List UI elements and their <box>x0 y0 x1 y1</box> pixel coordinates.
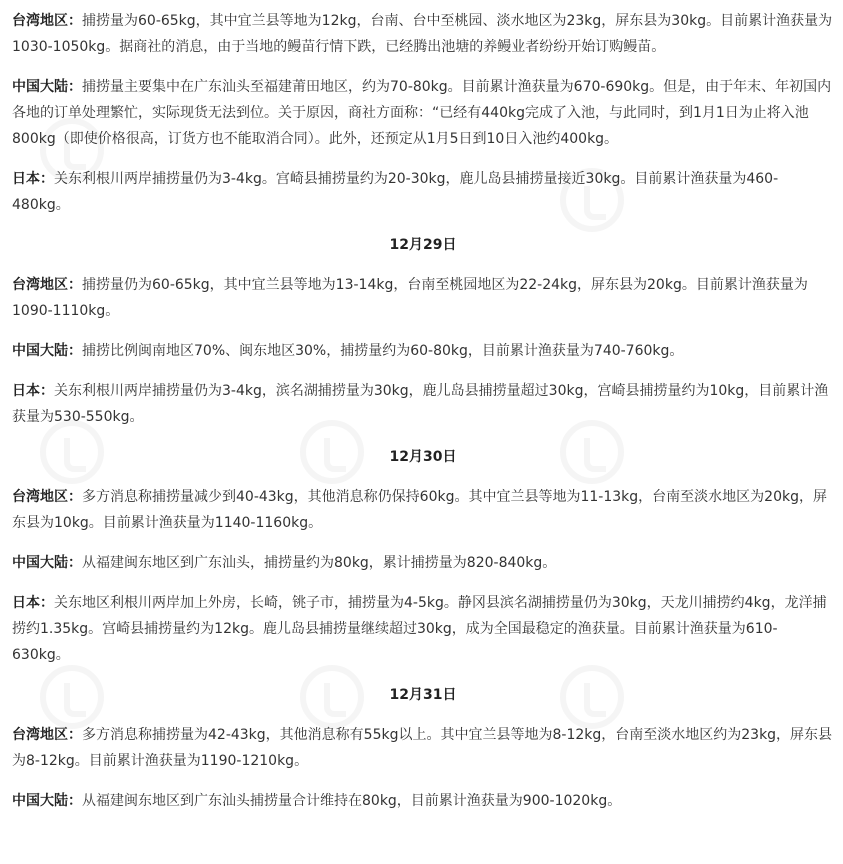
paragraph-text: 从福建闽东地区到广东汕头捕捞量合计维持在80kg，目前累计渔获量为900-1020kg。 <box>82 793 622 809</box>
date-heading: 12月31日 <box>389 687 457 703</box>
paragraph-text: 关东地区利根川两岸加上外房，长崎，铫子市，捕捞量为4-5kg。静冈县滨名湖捕捞量仍为30kg，天龙川捕捞约4kg，龙洋捕捞约1.35kg。宫崎县捕捞量约为12kg。鹿儿岛县捕捞量继续超过30kg，成为全国最稳定的渔获量。目前累计渔获量为610-630kg。 <box>12 595 827 663</box>
region-label: 中国大陆： <box>12 793 82 809</box>
region-label: 中国大陆： <box>12 343 82 359</box>
paragraph-text: 关东利根川两岸捕捞量仍为3-4kg。宫崎县捕捞量约为20-30kg，鹿儿岛县捕捞量接近30kg。目前累计渔获量为460-480kg。 <box>12 171 779 213</box>
paragraph-taiwan <box>12 484 834 536</box>
paragraph-mainland <box>12 74 834 152</box>
paragraph-mainland <box>12 338 834 364</box>
paragraph-taiwan <box>12 8 834 60</box>
paragraph-text: 关东利根川两岸捕捞量仍为3-4kg，滨名湖捕捞量为30kg，鹿儿岛县捕捞量超过30kg，宫崎县捕捞量约为10kg，目前累计渔获量为530-550kg。 <box>12 383 829 425</box>
region-label: 中国大陆： <box>12 79 82 95</box>
paragraph-japan <box>12 166 834 218</box>
paragraph-text: 捕捞量为60-65kg，其中宜兰县等地为12kg，台南、台中至桃园、淡水地区为23kg，屏东县为30kg。目前累计渔获量为1030-1050kg。据商社的消息，由于当地的鳗苗行情下跌，已经腾出池塘的养鳗业者纷纷开始订购鳗苗。 <box>12 13 833 55</box>
paragraph-text: 捕捞量仍为60-65kg，其中宜兰县等地为13-14kg，台南至桃园地区为22-24kg，屏东县为20kg。目前累计渔获量为1090-1110kg。 <box>12 277 808 319</box>
region-label: 日本： <box>12 595 54 611</box>
region-label: 台湾地区： <box>12 13 82 29</box>
paragraph-text: 捕捞比例闽南地区70%、闽东地区30%，捕捞量约为60-80kg，目前累计渔获量为740-760kg。 <box>82 343 684 359</box>
region-label: 台湾地区： <box>12 727 82 743</box>
paragraph-taiwan <box>12 272 834 324</box>
paragraph-text: 多方消息称捕捞量减少到40-43kg，其他消息称仍保持60kg。其中宜兰县等地为11-13kg，台南至淡水地区为20kg，屏东县为10kg。目前累计渔获量为1140-1160kg。 <box>12 489 827 531</box>
paragraph-text: 多方消息称捕捞量为42-43kg，其他消息称有55kg以上。其中宜兰县等地为8-12kg，台南至淡水地区约为23kg，屏东县为8-12kg。目前累计渔获量为1190-1210kg。 <box>12 727 833 769</box>
article-body <box>12 8 834 828</box>
region-label: 日本： <box>12 383 54 399</box>
paragraph-mainland <box>12 788 834 814</box>
region-label: 日本： <box>12 171 54 187</box>
region-label: 台湾地区： <box>12 489 82 505</box>
paragraph-japan <box>12 590 834 668</box>
paragraph-text: 捕捞量主要集中在广东汕头至福建莆田地区，约为70-80kg。目前累计渔获量为670-690kg。但是，由于年末、年初国内各地的订单处理繁忙，实际现货无法到位。关于原因，商社方面称：“已经有440kg完成了入池，与此同时，到1月1日为止将入池800kg（即使价格很高，订货方也不能取消合同）。此外，还预定从1月5日到10日入池约400kg。 <box>12 79 832 147</box>
paragraph-text: 从福建闽东地区到广东汕头，捕捞量约为80kg，累计捕捞量为820-840kg。 <box>82 555 557 571</box>
region-label: 台湾地区： <box>12 277 82 293</box>
region-label: 中国大陆： <box>12 555 82 571</box>
date-heading: 12月30日 <box>389 449 457 465</box>
date-heading: 12月29日 <box>389 237 457 253</box>
paragraph-mainland <box>12 550 834 576</box>
paragraph-taiwan <box>12 722 834 774</box>
paragraph-japan <box>12 378 834 430</box>
